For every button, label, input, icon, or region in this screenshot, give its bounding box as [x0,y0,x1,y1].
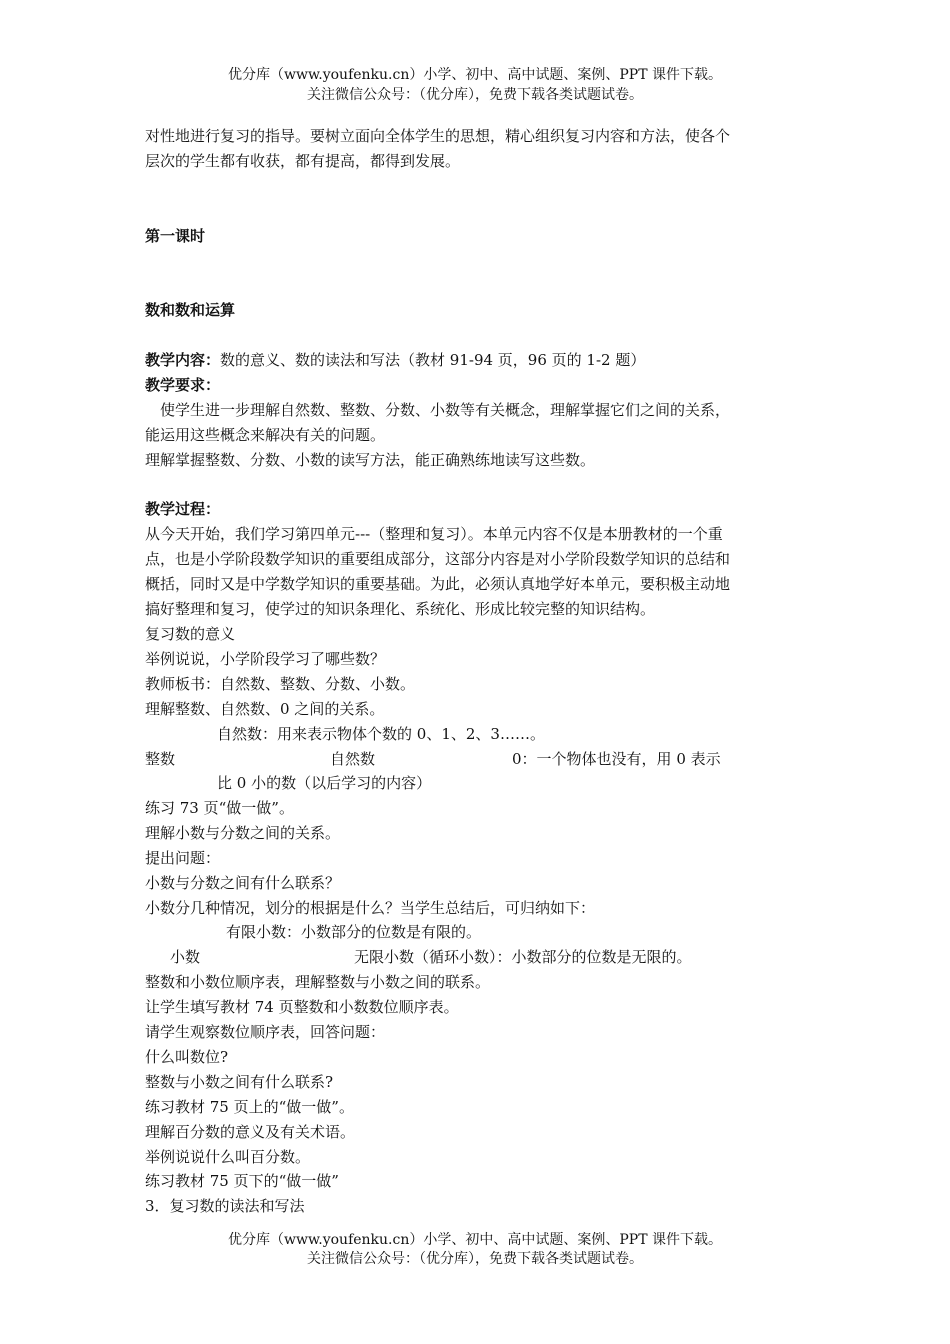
topic-title: 数和数和运算 [145,301,236,319]
process-line: 请学生观察数位顺序表，回答问题： [145,1023,386,1041]
process-line: 让学生填写教材 74 页整数和小数数位顺序表。 [145,998,459,1016]
process-line: 理解小数与分数之间的关系。 [145,824,341,842]
tree1-right-branch: 0：一个物体也没有，用 0 表示 [512,750,721,768]
tree2-top-branch: 有限小数：小数部分的位数是有限的。 [226,923,482,941]
process-line: 小数分几种情况，划分的根据是什么？当学生总结后，可归纳如下： [145,899,596,917]
header-line-1: 优分库（www.youfenku.cn）小学、初中、高中试题、案例、PPT 课件下载。 [227,67,722,83]
process-line: 理解百分数的意义及有关术语。 [145,1123,356,1141]
intro-line-1: 对性地进行复习的指导。要树立面向全体学生的思想，精心组织复习内容和方法，使各个 [145,127,731,145]
requirements-line-1: 使学生进一步理解自然数、整数、分数、小数等有关概念，理解掌握它们之间的关系， [160,401,731,419]
process-line: 复习数的意义 [145,625,236,643]
process-line: 3．复习数的读法和写法 [145,1197,305,1215]
tree2-right-branch: 无限小数（循环小数）：小数部分的位数是无限的。 [354,948,692,966]
footer-line-2: 关注微信公众号：（优分库），免费下载各类试题试卷。 [307,1251,643,1267]
process-line: 举例说说什么叫百分数。 [145,1148,311,1166]
header-line-2: 关注微信公众号：（优分库），免费下载各类试题试卷。 [307,87,643,103]
process-paragraph-line-1: 从今天开始，我们学习第四单元---（整理和复习）。本单元内容不仅是本册教材的一个重 [145,525,723,543]
tree1-bottom-branch: 比 0 小的数（以后学习的内容） [217,774,432,792]
requirements-line-3: 理解掌握整数、分数、小数的读写方法，能正确熟练地读写这些数。 [145,451,596,469]
process-line: 举例说说，小学阶段学习了哪些数？ [145,650,386,668]
tree2-root: 小数 [170,948,201,966]
lesson-title: 第一课时 [145,227,206,245]
teaching-content [145,350,645,370]
process-line: 练习教材 75 页下的“做一做” [145,1172,339,1190]
footer-line-1: 优分库（www.youfenku.cn）小学、初中、高中试题、案例、PPT 课件下载。 [227,1232,722,1248]
process-line: 整数与小数之间有什么联系? [145,1073,334,1091]
process-line: 练习 73 页“做一做”。 [145,799,294,817]
process-line: 整数和小数位顺序表，理解整数与小数之间的联系。 [145,973,491,991]
requirements-label: 教学要求： [145,376,221,394]
tree1-middle: 自然数 [330,750,376,768]
teaching-content-text: 数的意义、数的读法和写法（教材 91-94 页，96 页的 1-2 题） [220,351,646,369]
process-line: 教师板书：自然数、整数、分数、小数。 [145,675,416,693]
process-paragraph-line-4: 搞好整理和复习，使学过的知识条理化、系统化、形成比较完整的知识结构。 [145,600,656,618]
process-line: 小数与分数之间有什么联系？ [145,874,341,892]
process-line: 提出问题： [145,849,221,867]
teaching-content-label: 教学内容： [145,351,221,369]
process-line: 练习教材 75 页上的“做一做”。 [145,1098,354,1116]
process-line: 理解整数、自然数、0 之间的关系。 [145,700,385,718]
tree1-top-branch: 自然数：用来表示物体个数的 0、1、2、3……。 [217,725,545,743]
process-line: 什么叫数位? [145,1048,229,1066]
process-label: 教学过程： [145,500,221,518]
intro-line-2: 层次的学生都有收获，都有提高，都得到发展。 [145,152,461,170]
process-paragraph-line-2: 点，也是小学阶段数学知识的重要组成部分，这部分内容是对小学阶段数学知识的总结和 [145,550,731,568]
process-paragraph-line-3: 概括，同时又是中学数学知识的重要基础。为此，必须认真地学好本单元，要积极主动地 [145,575,731,593]
tree1-root: 整数 [145,750,176,768]
requirements-line-2: 能运用这些概念来解决有关的问题。 [145,426,386,444]
